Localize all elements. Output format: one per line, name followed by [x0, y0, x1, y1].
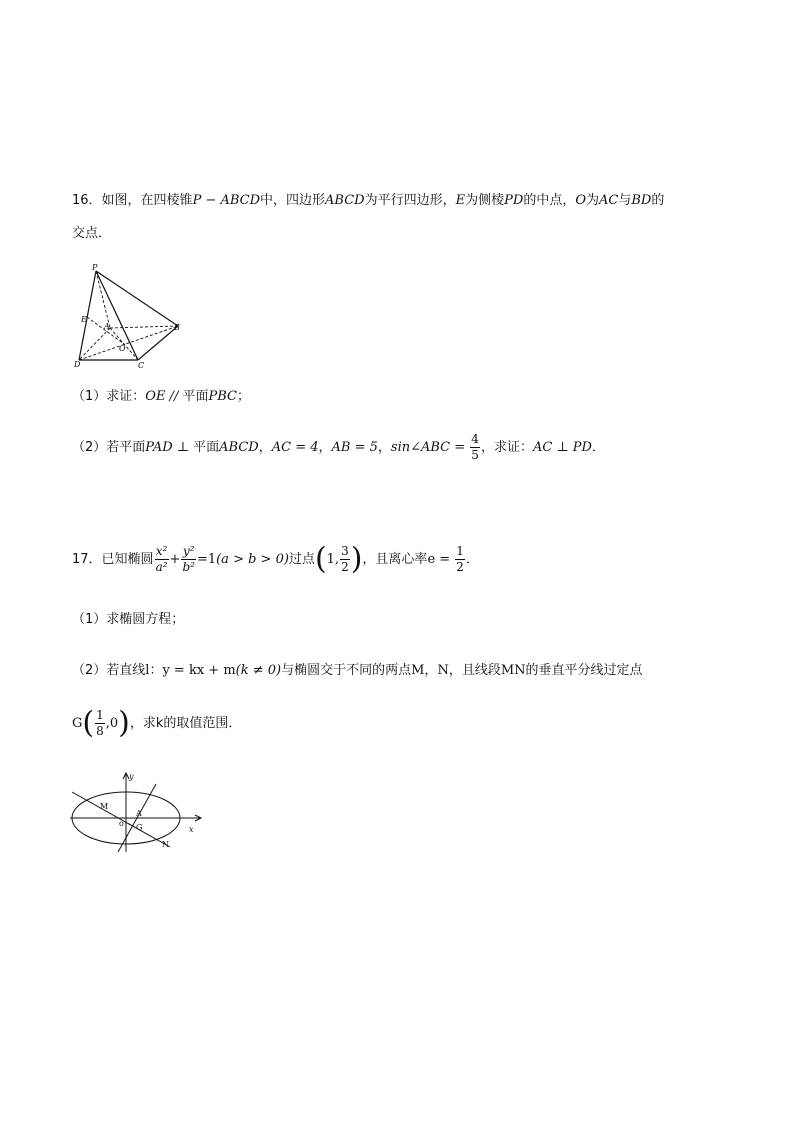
q16-part2 [72, 429, 605, 467]
point-x: 1, [326, 552, 340, 567]
label-p: P [92, 263, 98, 272]
q17-text: ，且离心率 [362, 552, 428, 567]
label-x: x [189, 825, 194, 834]
label-g: G [136, 823, 143, 832]
q16-text: 与 [618, 193, 632, 208]
q16-text: 如图，在四棱锥 [101, 193, 193, 208]
line-equation: y = kx + m [162, 663, 236, 678]
line-name: l： [145, 663, 163, 678]
label-a: A [136, 809, 142, 818]
plane-abcd: ABCD [219, 440, 259, 455]
segment-bd: BD [631, 193, 652, 208]
q17-text: 与椭圆交于不同的两点 [281, 663, 412, 678]
eccentricity-label: e = [427, 552, 455, 567]
label-e: E [81, 315, 87, 324]
point-e: E [455, 193, 466, 208]
q16-part1 [72, 387, 250, 407]
fraction-denominator: 2 [341, 560, 349, 574]
q16-text: 的中点， [523, 193, 576, 208]
edge-cb [138, 326, 178, 360]
q16-part2-label: （2）若平面 [72, 440, 146, 455]
equals-one: =1 [196, 552, 217, 567]
fraction-1-2 [455, 544, 465, 575]
label-n: N [162, 840, 169, 849]
q16-text: 中，四边形 [260, 193, 326, 208]
fraction-denominator: 2 [456, 560, 464, 574]
parallel-statement: OE // [145, 389, 183, 404]
q17-number: 17． [72, 552, 102, 567]
edge-pb [96, 271, 178, 326]
label-o: O [119, 344, 126, 353]
q16-text: 为侧棱 [465, 193, 505, 208]
q17-part2-line2 [72, 704, 241, 744]
fraction-y2-b2 [181, 544, 196, 575]
label-y: y [129, 772, 134, 781]
quad-name: ABCD [325, 193, 365, 208]
fraction-numerator: 4 [471, 432, 479, 446]
q16-number: 16． [72, 193, 102, 208]
perpendicular-statement: AC ⊥ PD [532, 440, 592, 455]
q17-text: ． [465, 552, 479, 567]
q16-text: ，求证： [480, 440, 533, 455]
q16-text: 交点． [72, 226, 112, 241]
fraction-4-5 [470, 432, 480, 463]
sin-abc: sin∠ABC = [390, 440, 470, 455]
q16-stem-line2 [72, 224, 111, 244]
fraction-numerator: y² [182, 544, 195, 558]
label-c: C [138, 361, 145, 370]
q17-part1 [72, 610, 184, 630]
point-o: O [575, 193, 586, 208]
pyramid-figure [72, 262, 187, 370]
q16-text: ． [591, 440, 605, 455]
q16-text: 为 [586, 193, 600, 208]
fraction-denominator: a² [155, 560, 168, 574]
ab-value: AB = 5 [331, 440, 378, 455]
fraction-3-2 [340, 544, 350, 575]
segment-mn: MN [500, 663, 526, 678]
q17-text: ，求k的取值范围． [129, 716, 242, 731]
q16-text: 平面 [193, 440, 220, 455]
q16-text: ， [318, 440, 332, 455]
q16-text: ， [258, 440, 272, 455]
fraction-numerator: 3 [341, 544, 349, 558]
diag-bd [79, 326, 178, 360]
segment-ac: AC [599, 193, 619, 208]
fraction-denominator: 8 [96, 724, 104, 738]
pyramid-name: P − ABCD [192, 193, 261, 208]
q16-stem-line1 [72, 191, 664, 211]
edge-ab [110, 326, 178, 328]
fraction-numerator: x² [155, 544, 168, 558]
fraction-numerator: 1 [456, 544, 464, 558]
fraction-x2-a2 [155, 544, 169, 575]
ac-value: AC = 4 [271, 440, 319, 455]
point-n: N [437, 663, 449, 678]
plus-sign: + [169, 552, 181, 567]
q17-stem [72, 540, 479, 580]
fraction-1-8 [95, 708, 105, 739]
q16-text: 为平行四边形， [364, 193, 456, 208]
q16-text: 平面 [182, 389, 209, 404]
line-condition: (k ≠ 0) [235, 663, 282, 678]
fraction-denominator: 5 [471, 448, 479, 462]
paren-open: ( [314, 541, 327, 577]
q17-part2-line1 [72, 661, 643, 681]
ellipse-figure [70, 770, 210, 855]
q16-text: ； [236, 389, 250, 404]
point-g-y: ,0 [105, 716, 119, 731]
q16-text: 的 [651, 193, 665, 208]
label-b: B [174, 323, 180, 332]
label-a: A [104, 322, 110, 331]
q16-text: ， [377, 440, 391, 455]
label-o: o [119, 819, 124, 828]
point-m: M， [411, 663, 438, 678]
q17-text: 已知椭圆 [101, 552, 154, 567]
fraction-denominator: b² [182, 560, 195, 574]
q17-text: 过点 [288, 552, 315, 567]
q17-text: ，且线段 [448, 663, 501, 678]
point-g: G [72, 716, 83, 731]
plane-pbc: PBC [208, 389, 237, 404]
paren-close: ) [118, 705, 130, 741]
ellipse-condition: (a > b > 0) [216, 552, 289, 567]
q16-part1-label: （1）求证： [72, 389, 146, 404]
label-m: M [100, 802, 109, 811]
edge-pd: PD [504, 193, 524, 208]
q17-text: 的垂直平分线过定点 [525, 663, 643, 678]
plane-pad: PAD ⊥ [145, 440, 194, 455]
paren-close: ) [350, 541, 363, 577]
paren-open: ( [82, 705, 95, 741]
q17-part2-label: （2）若直线 [72, 663, 146, 678]
q17-part1-text: （1）求椭圆方程； [72, 612, 185, 627]
label-d: D [74, 360, 81, 369]
fraction-numerator: 1 [96, 708, 104, 722]
